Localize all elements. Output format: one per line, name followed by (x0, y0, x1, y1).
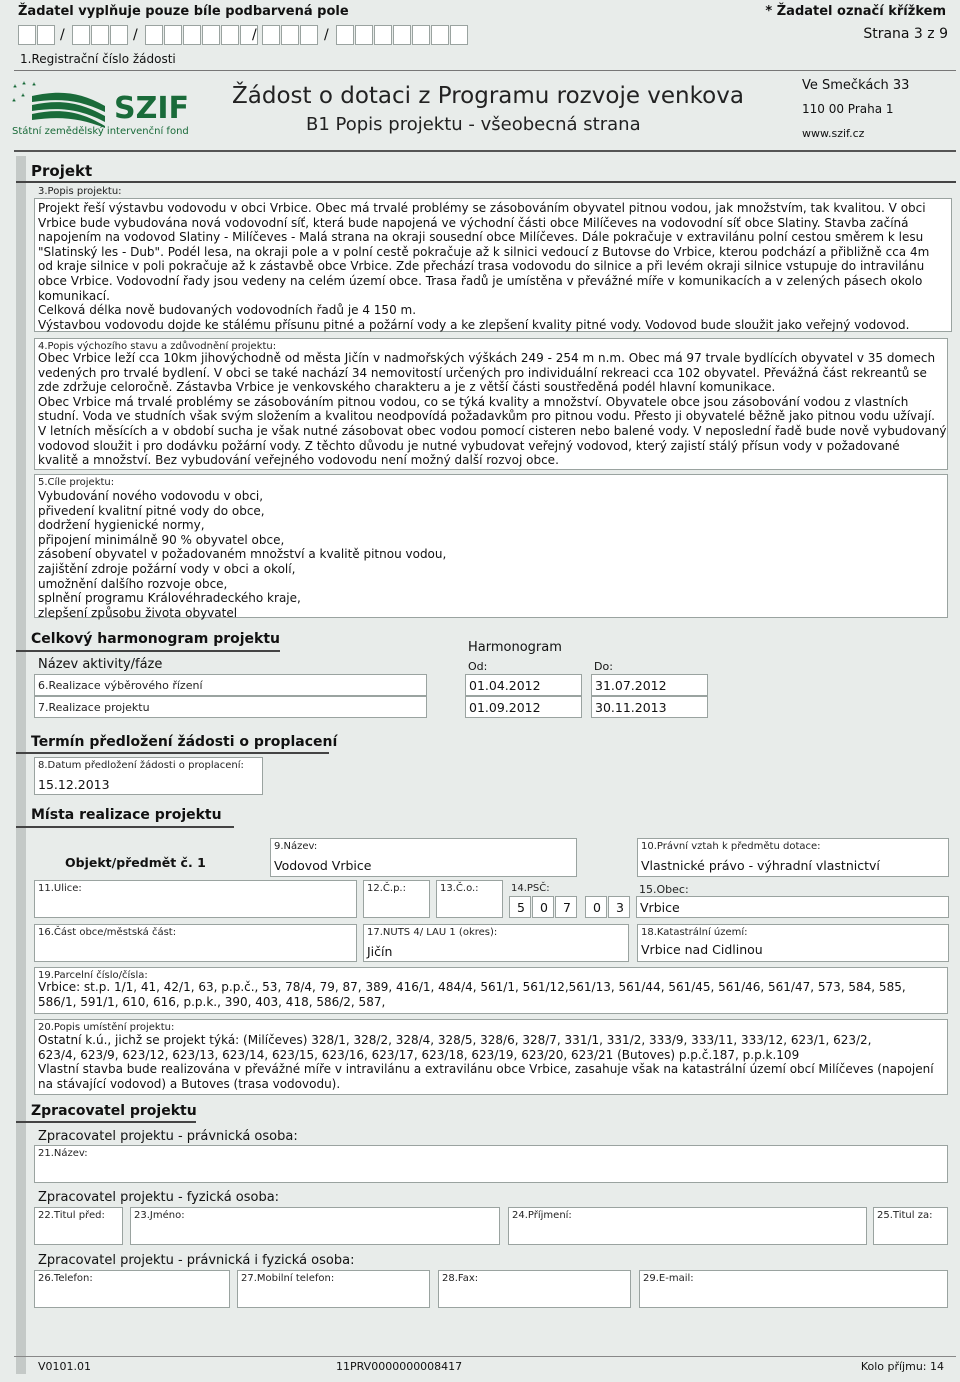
fax-field[interactable]: 28.Fax: (438, 1270, 631, 1308)
popis-field[interactable] (34, 198, 952, 332)
cile-label: 5.Cíle projektu: (38, 477, 115, 488)
vychozi-field[interactable] (34, 338, 948, 470)
objekt-label: Objekt/předmět č. 1 (65, 855, 206, 870)
text-line: Projekt řeší výstavbu vodovodu v obci Vrbice. Obec má trvalé problémy se zásobováním obyvatel pitnou vodou, jak množstvím, tak kvalitou. V obci (38, 201, 926, 215)
email-field[interactable]: 29.E-mail: (639, 1270, 948, 1308)
zpracovatel-nazev-field[interactable]: 21.Název: (34, 1145, 948, 1183)
harmonogram-row-od[interactable]: 01.09.2012 (465, 696, 582, 718)
titul-za-field[interactable]: 25.Titul za: (873, 1207, 948, 1245)
text-line: napojením na vodovod Slatiny - Milíčeves - Malá strana na okraji sousední obce Milíčeves. Dále pokračuje v extravilánu polní cestou směrem k lesu (38, 230, 924, 245)
mobil-field[interactable]: 27.Mobilní telefon: (237, 1270, 430, 1308)
text-line: vedených pro trvalé bydlení. V obci se také nachází 34 nemovitostí určených pro individuální rekreaci cca 102 obyvatel. Převážná část rekreantů se (38, 365, 927, 380)
text-line: 586/1, 591/1, 610, 616, p.p.k., 390, 403, 418, 586/2, 587, (38, 994, 386, 1009)
szif-logo (10, 78, 200, 140)
footer-version: V0101.01 (38, 1360, 92, 1373)
cp-field[interactable]: 12.Č.p.: (363, 880, 430, 918)
titul-pred-field[interactable]: 22.Titul před: (34, 1207, 123, 1245)
fyzicka-heading: Zpracovatel projektu - fyzická osoba: (38, 1190, 280, 1205)
cross-note: * Žadatel označí křížkem (765, 4, 946, 19)
section-mista: Místa realizace projektu (31, 807, 222, 823)
text-line: komunikací. (38, 288, 110, 303)
logo-text: SZIF (114, 91, 190, 126)
footer-code: 11PRV0000000008417 (336, 1360, 463, 1373)
text-line: připojení minimálně 90 % obyvatel obce, (38, 532, 285, 547)
text-line: dodržení hygienické normy, (38, 518, 205, 533)
col-name-header: Název aktivity/fáze (38, 657, 163, 672)
text-line: kvalitě a množství. Bez vybudování veřejného vodovodu není možný další rozvoj obce. (38, 453, 559, 468)
parcel-label: 19.Parcelní číslo/čísla: (38, 970, 148, 981)
text-line: od kraje silnice v poli pokračuje až k zástavbě obce Vrbice. Zde přechází trasa vodovodu do silnice a při levém okraji silnice vstupuje do intravilánu (38, 259, 925, 274)
termin-label: 8.Datum předložení žádosti o proplacení: (38, 760, 244, 771)
text-line: Obec Vrbice má trvalé problémy se zásobováním pitnou vodou, co se týká kvality a množství. Obyvatele obce jsou zásobování vodou z vlastních (38, 394, 909, 409)
umisteni-label: 20.Popis umístění projektu: (38, 1022, 175, 1033)
text-line: zásobení obyvatel v požadovaném množství a kvalitě pitnou vodou, (38, 547, 447, 562)
text-line: 623/4, 623/9, 623/12, 623/13, 623/14, 623/15, 623/16, 623/17, 623/18, 623/19, 623/20, 623/21 (Butoves) p.p.č.187, p.p.k.109 (38, 1047, 800, 1062)
text-line: V letních měsících a v období sucha je však nutné zásobovat obec vodou pomocí cisteren nebo balené vody. V neposlední řadě bude nově vybudovaný (38, 423, 947, 438)
prijmeni-field[interactable]: 24.Příjmení: (508, 1207, 867, 1245)
obe-heading: Zpracovatel projektu - právnická i fyzická osoba: (38, 1253, 355, 1268)
footer-kolo: Kolo příjmu: 14 (860, 1360, 944, 1373)
ulice-field[interactable]: 11.Ulice: (34, 880, 357, 918)
harmonogram-row-od[interactable]: 01.04.2012 (465, 674, 582, 696)
text-line: zajištění zdroje požární vody v obci a okolí, (38, 561, 296, 576)
address-line1: Ve Smečkách 33 (802, 78, 910, 93)
harmonogram-row-label: 6.Realizace výběrového řízení (34, 674, 427, 696)
pravni-vztah-field[interactable]: 10.Právní vztah k předmětu dotace: Vlastnické právo - výhradní vlastnictví (637, 838, 949, 877)
address-line2: 110 00 Praha 1 (802, 102, 894, 116)
jmeno-field[interactable]: 23.Jméno: (130, 1207, 500, 1245)
text-line: "Slatinský les - Dub". Podél lesa, na okraji pole a v polní cestě pokračuje až k silnici vedoucí z Butovse do Vrbice, kterou podchází a přibližně cca 4m (38, 244, 930, 259)
section-harmonogram: Celkový harmonogram projektu (31, 631, 280, 647)
text-line: přivedení kvalitní pitné vody do obce, (38, 503, 265, 518)
text-line: vodovod sloužit i pro dodávku požární vody. Z těchto důvodu je nutné vybudovat veřejný vodovod, který zajistí stálý přísun vody v požadované (38, 438, 900, 453)
obec-label: 15.Obec: (639, 883, 689, 896)
cast-obce-field[interactable]: 16.Část obce/městská část: (34, 924, 357, 962)
form-title: Žádost o dotaci z Programu rozvoje venkova (232, 83, 744, 109)
text-line: Ostatní k.ú., jichž se projekt týká: (Milíčeves) 328/1, 328/2, 328/4, 328/5, 328/6, 328/7, 331/1, 331/2, 333/9, 333/11, 333/12, 623/1, 623/2, (38, 1033, 872, 1047)
registration-label: 1.Registrační číslo žádosti (20, 52, 176, 66)
form-subtitle: B1 Popis projektu - všeobecná strana (306, 114, 641, 135)
applicant-note: Žadatel vyplňuje pouze bíle podbarvená pole (18, 4, 349, 19)
text-line: studní. Voda ve studních však svým složením a kvalitou neodpovídá požadavkům pro pitnou vodu. Přesto ji obyvatelé běžně jako pitnou vodu užívají. (38, 409, 935, 424)
harmonogram-row-label: 7.Realizace projektu (34, 696, 427, 718)
text-line: Vrbice bude vybudována nová vodovodní síť, která bude napojená ve východní části obce Milíčeves na vodovodní síť obce Slatiny. Stavba začíná (38, 215, 909, 230)
text-line: obce Vrbice. Vodovodní řady jsou vedeny na celém území obce. Trasa řadů je umístěna v převážné míře v komunikacích a v zelených pásech okolo (38, 273, 923, 288)
text-line: na stávající vodovod) a Butoves (trasa vodovodu). (38, 1076, 341, 1091)
web-address: www.szif.cz (802, 127, 865, 140)
text-line: zde zdržuje celoročně. Zástavba Vrbice je venkovského charakteru a je z větší části soustředěná podél hlavní komunikace. (38, 380, 776, 395)
co-field[interactable]: 13.Č.o.: (436, 880, 503, 918)
text-line: Vybudování nového vodovodu v obci, (38, 489, 264, 503)
section-projekt: Projekt (31, 162, 93, 180)
text-line: umožnění dalšího rozvoje obce, (38, 576, 228, 591)
text-line: Vrbice: st.p. 1/1, 41, 42/1, 63, p.p.č., 53, 78/4, 79, 87, 389, 416/1, 484/4, 561/1, 561/12,561/13, 561/44, 561/45, 561/46, 561/47, 573, 584, 585, (38, 980, 906, 994)
harmonogram-row-do[interactable]: 31.07.2012 (591, 674, 708, 696)
katastr-field[interactable]: 18.Katastrální území: Vrbice nad Cidlinou (637, 924, 949, 962)
nazev-field[interactable]: 9.Název: Vodovod Vrbice (270, 838, 577, 877)
termin-field[interactable] (34, 757, 263, 795)
section-termin: Termín předložení žádosti o proplacení (31, 734, 338, 750)
text-line: Vlastní stavba bude realizována v převážné míře v intravilánu a extravilánu obce Vrbice, zasahuje však na katastrální území obcí Milíčeves (napojení (38, 1062, 934, 1077)
telefon-field[interactable]: 26.Telefon: (34, 1270, 230, 1308)
page-number: Strana 3 z 9 (863, 26, 948, 42)
col-do-header: Do: (594, 660, 613, 673)
text-line: Výstavbou vodovodu dojde ke stálému přísunu pitné a požární vody a ke zlepšení kvality pitné vody. Vodovod bude sloužit jako veřejný vodovod. (38, 317, 910, 332)
text-line: Celková délka nově budovaných vodovodních řadů je 4 150 m. (38, 303, 417, 318)
umisteni-field[interactable] (34, 1019, 948, 1095)
text-line: splnění programu Královéhradeckého kraje, (38, 591, 301, 606)
popis-label: 3.Popis projektu: (38, 186, 122, 197)
section-zpracovatel: Zpracovatel projektu (31, 1103, 197, 1119)
obec-field[interactable]: Vrbice (636, 896, 949, 918)
pravnicka-heading: Zpracovatel projektu - právnická osoba: (38, 1129, 298, 1144)
parcel-field[interactable] (34, 967, 948, 1014)
nuts-field[interactable]: 17.NUTS 4/ LAU 1 (okres): Jičín (363, 924, 629, 962)
harmonogram-row-do[interactable]: 30.11.2013 (591, 696, 708, 718)
text-line: Obec Vrbice leží cca 10km jihovýchodně od města Jičín v nadmořských výškách 249 - 254 m n.m. Obec má 97 trvale bydlících obyvatel v 35 domech (38, 351, 936, 365)
harmonogram-title: Harmonogram (468, 640, 562, 655)
text-line: zlepšení způsobu života obyvatel (38, 605, 238, 620)
psc-label: 14.PSČ: (511, 883, 550, 894)
termin-value: 15.12.2013 (38, 777, 110, 792)
vychozi-label: 4.Popis výchozího stavu a zdůvodnění projektu: (38, 341, 277, 352)
cile-field[interactable] (34, 474, 948, 618)
logo-subtext: Státní zemědělský intervenční fond (12, 126, 189, 137)
col-od-header: Od: (468, 660, 488, 673)
